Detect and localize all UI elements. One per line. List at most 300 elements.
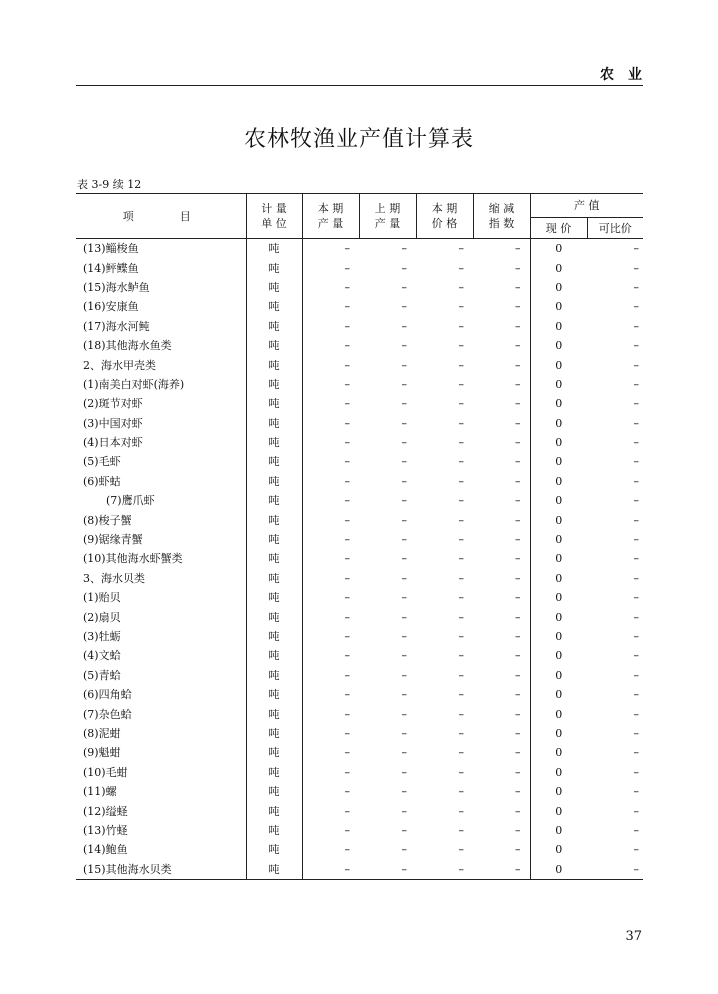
cell-value-comparable: –: [633, 785, 639, 799]
cell-index: –: [473, 646, 530, 665]
cell-current-output: –: [344, 416, 350, 430]
cell-item: (14)鲆鲽鱼: [76, 258, 246, 277]
cell-previous-output: –: [401, 416, 407, 430]
cell-item: (2)扇贝: [76, 607, 246, 626]
cell-item: (8)泥蚶: [76, 724, 246, 743]
cell-current-price: –: [458, 397, 464, 411]
cell-value-current: 0: [530, 860, 587, 880]
cell-previous-output: –: [401, 610, 407, 624]
cell-item: (5)青蛤: [76, 666, 246, 685]
cell-value-comparable: –: [633, 319, 639, 333]
cell-value-comparable: –: [633, 804, 639, 818]
cell-current-output: –: [344, 455, 350, 469]
page-number: 37: [625, 929, 642, 944]
column-header-item: 项 目: [76, 194, 246, 239]
cell-item: 3、海水贝类: [76, 569, 246, 588]
cell-value-current: 0: [555, 436, 563, 450]
cell-value-comparable: –: [633, 765, 639, 779]
table-row: [76, 821, 643, 840]
cell-value-current: 0: [555, 319, 563, 333]
cell-current-output: –: [344, 785, 350, 799]
cell-current-price: –: [458, 630, 464, 643]
cell-value-comparable: –: [633, 436, 639, 450]
cell-previous-output: –: [401, 436, 407, 450]
cell-value-current: 0: [555, 416, 563, 430]
cell-current-price: –: [458, 474, 464, 488]
cell-current-output: –: [344, 358, 350, 372]
cell-current-price: –: [458, 785, 464, 799]
cell-index: –: [473, 840, 530, 859]
cell-current-output: –: [344, 242, 350, 256]
cell-index: –: [473, 801, 530, 820]
cell-current-output: –: [344, 668, 350, 682]
cell-current-price: –: [458, 339, 464, 353]
cell-value-current: 0: [555, 591, 563, 605]
cell-current-price: –: [458, 513, 464, 527]
cell-value-comparable: –: [633, 416, 639, 430]
cell-value-comparable: –: [633, 474, 639, 488]
cell-item: (17)海水河鲀: [76, 317, 246, 336]
cell-unit: 吨: [246, 258, 302, 277]
cell-item: (4)文蛤: [76, 646, 246, 665]
header-rule: [76, 85, 643, 86]
cell-current-price: –: [458, 242, 464, 256]
cell-value-comparable: –: [633, 610, 639, 624]
cell-value-comparable: –: [633, 455, 639, 469]
cell-previous-output: –: [401, 552, 407, 566]
cell-value-current: 0: [555, 242, 563, 256]
cell-current-output: –: [344, 261, 350, 275]
cell-previous-output: –: [401, 300, 407, 314]
cell-current-output: –: [344, 513, 350, 527]
table-row: [76, 472, 643, 491]
cell-previous-output: –: [401, 339, 407, 353]
cell-value-current: 0: [555, 397, 563, 411]
cell-index: –: [473, 549, 530, 568]
cell-value-current: 0: [555, 610, 563, 624]
cell-current-output: –: [302, 860, 359, 880]
cell-unit: 吨: [246, 355, 302, 374]
cell-current-price: –: [458, 533, 464, 547]
cell-current-output: –: [344, 707, 350, 721]
cell-value-comparable: –: [633, 571, 639, 585]
cell-current-output: –: [344, 746, 350, 760]
table-row: [76, 801, 643, 820]
cell-current-price: –: [458, 261, 464, 275]
table-row: [76, 317, 643, 336]
cell-index: –: [473, 530, 530, 549]
cell-value-comparable: –: [633, 300, 639, 314]
cell-unit: 吨: [246, 627, 302, 646]
cell-item: (13)鲻梭鱼: [76, 239, 246, 259]
cell-item: (11)螺: [76, 782, 246, 801]
cell-current-price: –: [416, 860, 473, 880]
cell-previous-output: –: [401, 358, 407, 372]
cell-current-output: –: [344, 688, 350, 702]
table-row: [76, 414, 643, 433]
cell-previous-output: –: [401, 533, 407, 547]
cell-value-comparable: –: [633, 823, 639, 837]
table-row: [76, 763, 643, 782]
cell-index: –: [473, 336, 530, 355]
cell-value-comparable: –: [633, 668, 639, 682]
cell-item: (9)魁蚶: [76, 743, 246, 762]
cell-current-output: –: [344, 397, 350, 411]
cell-previous-output: –: [401, 688, 407, 702]
cell-unit: 吨: [246, 860, 302, 880]
table-row: [76, 704, 643, 723]
cell-value-current: 0: [555, 688, 563, 702]
cell-item: 2、海水甲壳类: [76, 355, 246, 374]
cell-unit: 吨: [246, 646, 302, 665]
cell-current-output: –: [344, 339, 350, 353]
cell-current-price: –: [458, 765, 464, 779]
table-row: [76, 258, 643, 277]
cell-index: –: [473, 297, 530, 316]
column-header-unit: 计 量 单 位: [246, 194, 302, 239]
cell-previous-output: –: [401, 242, 407, 256]
cell-previous-output: –: [401, 804, 407, 818]
cell-index: –: [473, 258, 530, 277]
cell-current-price: –: [458, 804, 464, 818]
cell-item: (15)海水鲈鱼: [76, 278, 246, 297]
cell-current-output: –: [344, 726, 350, 740]
cell-current-price: –: [458, 358, 464, 372]
cell-index: –: [473, 472, 530, 491]
cell-unit: 吨: [246, 685, 302, 704]
cell-current-price: –: [458, 707, 464, 721]
cell-value-current: 0: [555, 823, 563, 837]
cell-index: –: [473, 704, 530, 723]
cell-previous-output: –: [401, 785, 407, 799]
table-row: [76, 569, 643, 588]
cell-current-output: –: [344, 823, 350, 837]
cell-current-price: –: [458, 377, 464, 391]
cell-item: (3)牡蛎: [76, 627, 246, 646]
cell-value-current: 0: [555, 668, 563, 682]
table-row: [76, 297, 643, 316]
cell-value-current: 0: [555, 377, 563, 391]
page-title: 农林牧渔业产值计算表: [243, 127, 474, 152]
cell-index: –: [473, 860, 530, 880]
cell-previous-output: –: [401, 513, 407, 527]
cell-unit: 吨: [246, 239, 302, 259]
cell-unit: 吨: [246, 394, 302, 413]
column-header-value: 产 值: [530, 194, 643, 218]
cell-unit: 吨: [246, 782, 302, 801]
cell-current-price: –: [458, 552, 464, 566]
cell-index: –: [473, 685, 530, 704]
cell-current-output: –: [344, 804, 350, 818]
cell-current-output: –: [344, 300, 350, 314]
cell-value-current: 0: [555, 339, 563, 353]
cell-current-output: –: [344, 552, 350, 566]
table-row: [76, 549, 643, 568]
cell-previous-output: –: [401, 707, 407, 721]
cell-index: –: [473, 724, 530, 743]
cell-value-comparable: –: [633, 843, 639, 857]
cell-item: (1)贻贝: [76, 588, 246, 607]
cell-index: –: [473, 375, 530, 394]
cell-item: (2)斑节对虾: [76, 394, 246, 413]
table-row: [76, 743, 643, 762]
table-row: [76, 607, 643, 626]
cell-item: (9)锯缘青蟹: [76, 530, 246, 549]
cell-unit: 吨: [246, 278, 302, 297]
cell-unit: 吨: [246, 569, 302, 588]
table-row: [76, 375, 643, 394]
cell-current-price: –: [458, 668, 464, 682]
cell-previous-output: –: [401, 765, 407, 779]
cell-value-current: 0: [555, 280, 563, 294]
cell-current-price: –: [458, 688, 464, 702]
cell-item: (14)鲍鱼: [76, 840, 246, 859]
cell-current-output: –: [344, 533, 350, 547]
cell-previous-output: –: [401, 474, 407, 488]
cell-value-current: 0: [555, 843, 563, 857]
cell-unit: 吨: [246, 666, 302, 685]
cell-unit: 吨: [246, 433, 302, 452]
cell-value-current: 0: [555, 474, 563, 488]
cell-current-price: –: [458, 280, 464, 294]
cell-unit: 吨: [246, 297, 302, 316]
cell-current-output: –: [344, 377, 350, 391]
cell-unit: 吨: [246, 549, 302, 568]
column-header-index: 缩 减 指 数: [473, 194, 530, 239]
cell-current-price: –: [458, 726, 464, 740]
table-row: [76, 685, 643, 704]
cell-unit: 吨: [246, 743, 302, 762]
table-row: [76, 782, 643, 801]
cell-item: (3)中国对虾: [76, 414, 246, 433]
cell-index: –: [473, 452, 530, 471]
cell-previous-output: –: [401, 668, 407, 682]
cell-previous-output: –: [401, 261, 407, 275]
cell-value-comparable: –: [633, 630, 639, 643]
table-row: [76, 355, 643, 374]
table-row: [76, 336, 643, 355]
section-header: 农业: [600, 67, 656, 83]
cell-previous-output: –: [401, 571, 407, 585]
table-row: [76, 646, 643, 665]
column-header-previous-output: 上 期 产 量: [359, 194, 416, 239]
cell-previous-output: –: [401, 649, 407, 663]
cell-index: –: [473, 278, 530, 297]
cell-value-current: 0: [555, 707, 563, 721]
cell-unit: 吨: [246, 491, 302, 510]
cell-value-comparable: –: [633, 377, 639, 391]
cell-item: (16)安康鱼: [76, 297, 246, 316]
cell-value-current: 0: [555, 765, 563, 779]
cell-current-output: –: [344, 571, 350, 585]
cell-index: –: [473, 491, 530, 510]
cell-item: (13)竹蛏: [76, 821, 246, 840]
cell-value-current: 0: [555, 455, 563, 469]
cell-value-current: 0: [555, 804, 563, 818]
table-row: [76, 433, 643, 452]
cell-value-comparable: –: [633, 242, 639, 256]
table-row: [76, 724, 643, 743]
cell-current-output: –: [344, 765, 350, 779]
cell-item: (4)日本对虾: [76, 433, 246, 452]
cell-previous-output: –: [359, 860, 416, 880]
cell-current-output: –: [344, 280, 350, 294]
cell-value-comparable: –: [633, 649, 639, 663]
cell-index: –: [473, 355, 530, 374]
table-row: [76, 588, 643, 607]
cell-value-current: 0: [555, 261, 563, 275]
cell-unit: 吨: [246, 724, 302, 743]
cell-item: (6)虾蛄: [76, 472, 246, 491]
cell-index: –: [473, 433, 530, 452]
cell-current-price: –: [458, 436, 464, 450]
cell-index: –: [473, 394, 530, 413]
table-row: [76, 452, 643, 471]
cell-item: (18)其他海水鱼类: [76, 336, 246, 355]
table-row: [76, 840, 643, 859]
cell-current-price: –: [458, 610, 464, 624]
cell-current-price: –: [458, 300, 464, 314]
cell-index: –: [473, 821, 530, 840]
table-body: [76, 239, 643, 880]
cell-previous-output: –: [401, 591, 407, 605]
cell-index: –: [473, 666, 530, 685]
cell-item: (10)其他海水虾蟹类: [76, 549, 246, 568]
cell-index: –: [473, 569, 530, 588]
cell-value-current: 0: [555, 300, 563, 314]
cell-previous-output: –: [401, 455, 407, 469]
cell-current-output: –: [344, 494, 350, 508]
cell-value-comparable: –: [633, 339, 639, 353]
cell-current-output: –: [344, 319, 350, 333]
cell-current-output: –: [344, 630, 350, 643]
cell-item: (7)杂色蛤: [76, 704, 246, 723]
cell-value-current: 0: [555, 358, 563, 372]
cell-value-current: 0: [555, 552, 563, 566]
cell-current-output: –: [344, 436, 350, 450]
cell-value-current: 0: [555, 726, 563, 740]
cell-value-current: 0: [555, 785, 563, 799]
cell-value-current: 0: [555, 649, 563, 663]
table-row: [76, 860, 643, 880]
cell-index: –: [473, 588, 530, 607]
table-row: [76, 627, 643, 646]
cell-unit: 吨: [246, 704, 302, 723]
cell-index: –: [473, 763, 530, 782]
column-header-value-current: 现 价: [530, 218, 587, 239]
cell-value-current: 0: [555, 746, 563, 760]
cell-item: (8)梭子蟹: [76, 510, 246, 529]
cell-current-price: –: [458, 649, 464, 663]
table-number: 表 3-9 续 12: [77, 178, 142, 191]
table-row: [76, 666, 643, 685]
cell-unit: 吨: [246, 472, 302, 491]
cell-item: (5)毛虾: [76, 452, 246, 471]
cell-current-price: –: [458, 843, 464, 857]
cell-previous-output: –: [401, 823, 407, 837]
cell-index: –: [473, 607, 530, 626]
table-row: [76, 278, 643, 297]
cell-current-price: –: [458, 823, 464, 837]
cell-previous-output: –: [401, 843, 407, 857]
cell-current-price: –: [458, 319, 464, 333]
cell-index: –: [473, 510, 530, 529]
cell-current-price: –: [458, 746, 464, 760]
cell-current-output: –: [344, 591, 350, 605]
cell-index: –: [473, 782, 530, 801]
cell-current-output: –: [344, 843, 350, 857]
cell-value-comparable: –: [633, 591, 639, 605]
cell-current-price: –: [458, 494, 464, 508]
cell-previous-output: –: [401, 319, 407, 333]
cell-previous-output: –: [401, 377, 407, 391]
cell-item: (15)其他海水贝类: [76, 860, 246, 880]
cell-value-comparable: –: [633, 533, 639, 547]
cell-item: (1)南美白对虾(海养): [76, 375, 246, 394]
cell-value-current: 0: [555, 513, 563, 527]
cell-current-output: –: [344, 649, 350, 663]
cell-previous-output: –: [401, 280, 407, 294]
cell-value-comparable: –: [633, 494, 639, 508]
cell-item: (10)毛蚶: [76, 763, 246, 782]
table-row: [76, 510, 643, 529]
cell-unit: 吨: [246, 414, 302, 433]
cell-current-price: –: [458, 571, 464, 585]
table-row: [76, 530, 643, 549]
table-row: [76, 239, 643, 259]
cell-value-current: 0: [555, 494, 563, 508]
cell-index: –: [473, 414, 530, 433]
cell-unit: 吨: [246, 840, 302, 859]
cell-value-current: 0: [555, 533, 563, 547]
cell-current-output: –: [344, 610, 350, 624]
cell-previous-output: –: [401, 630, 407, 643]
cell-unit: 吨: [246, 510, 302, 529]
cell-value-comparable: –: [633, 707, 639, 721]
cell-value-comparable: –: [633, 261, 639, 275]
column-header-current-output: 本 期 产 量: [302, 194, 359, 239]
cell-value-comparable: –: [633, 280, 639, 294]
cell-unit: 吨: [246, 588, 302, 607]
cell-unit: 吨: [246, 317, 302, 336]
cell-value-comparable: –: [633, 513, 639, 527]
cell-index: –: [473, 239, 530, 259]
cell-previous-output: –: [401, 746, 407, 760]
cell-unit: 吨: [246, 607, 302, 626]
cell-unit: 吨: [246, 336, 302, 355]
cell-value-comparable: –: [633, 746, 639, 760]
cell-unit: 吨: [246, 452, 302, 471]
cell-value-comparable: –: [587, 860, 643, 880]
cell-current-price: –: [458, 455, 464, 469]
cell-item: (7)鹰爪虾: [76, 491, 246, 510]
cell-current-output: –: [344, 474, 350, 488]
cell-item: (12)缢蛏: [76, 801, 246, 820]
cell-previous-output: –: [401, 726, 407, 740]
cell-current-price: –: [458, 591, 464, 605]
cell-value-comparable: –: [633, 726, 639, 740]
cell-current-price: –: [458, 416, 464, 430]
data-table: [76, 193, 643, 880]
cell-unit: 吨: [246, 530, 302, 549]
cell-unit: 吨: [246, 801, 302, 820]
cell-value-current: 0: [555, 630, 563, 643]
column-header-value-comparable: 可比价: [587, 218, 643, 239]
cell-previous-output: –: [401, 494, 407, 508]
cell-unit: 吨: [246, 375, 302, 394]
cell-value-comparable: –: [633, 552, 639, 566]
cell-unit: 吨: [246, 763, 302, 782]
